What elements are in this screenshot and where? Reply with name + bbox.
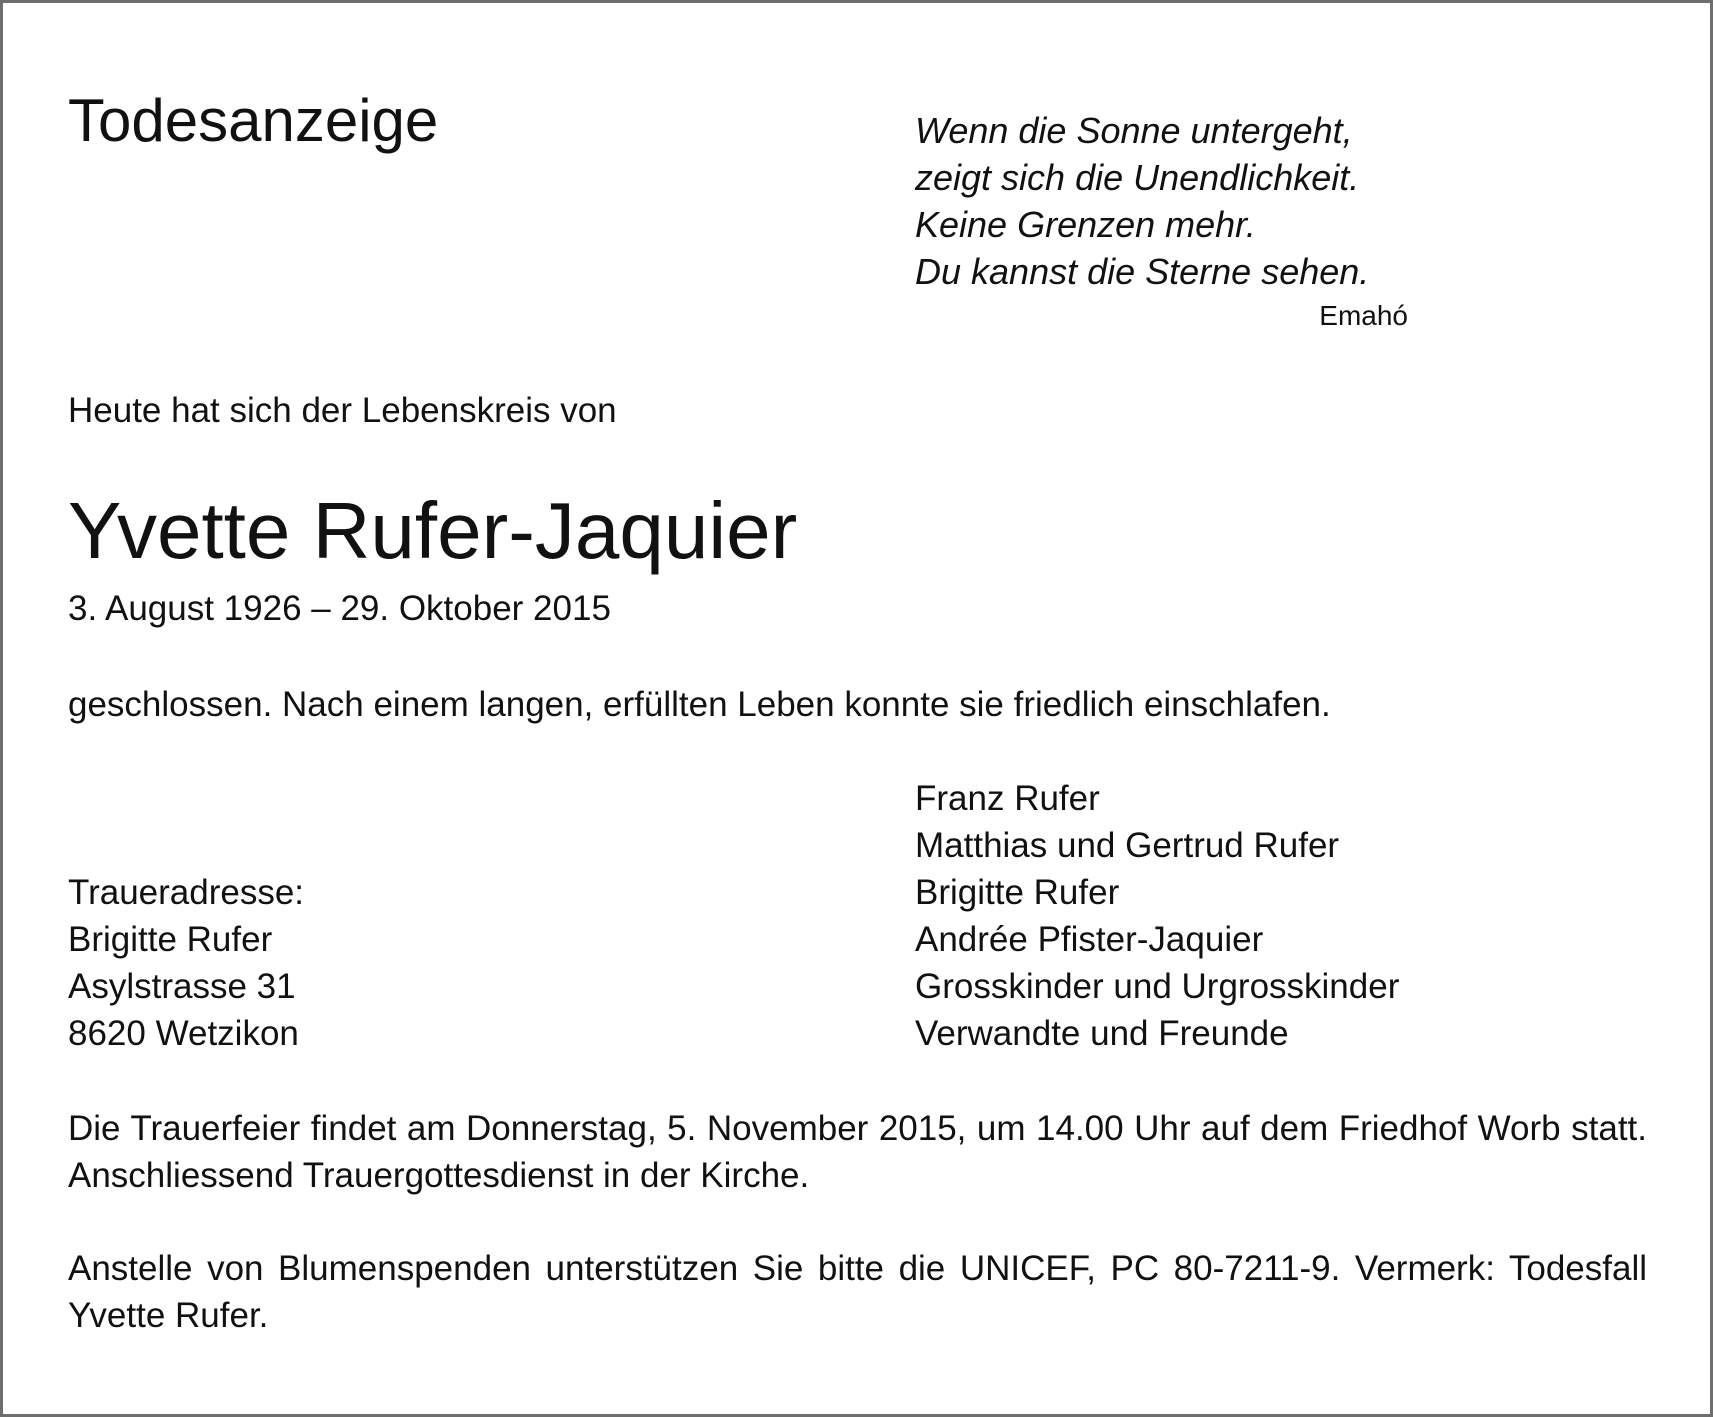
poem	[915, 107, 1369, 295]
closing-text: geschlossen. Nach einem langen, erfüllten Leben konnte sie friedlich einschlafen.	[68, 685, 1331, 724]
mourning-address	[68, 869, 304, 1057]
family-member: Grosskinder und Urgrosskinder	[915, 967, 1400, 1006]
ceremony-text: Die Trauerfeier findet am Donnerstag, 5. November 2015, um 14.00 Uhr auf dem Friedhof Worb statt. Anschliessend Trauergottesdienst in der Kirche.	[68, 1109, 1647, 1195]
address-city: 8620 Wetzikon	[68, 1014, 299, 1053]
family-member: Brigitte Rufer	[915, 873, 1120, 912]
address-name: Brigitte Rufer	[68, 920, 273, 959]
notice-title: Todesanzeige	[68, 87, 439, 154]
address-street: Asylstrasse 31	[68, 967, 296, 1006]
poem-line: zeigt sich die Unendlichkeit.	[915, 157, 1360, 198]
address-label: Traueradresse:	[68, 873, 305, 912]
family-member: Franz Rufer	[915, 779, 1100, 818]
poem-line: Wenn die Sonne untergeht,	[915, 110, 1353, 151]
life-dates: 3. August 1926 – 29. Oktober 2015	[68, 589, 611, 628]
poem-line: Keine Grenzen mehr.	[915, 204, 1256, 245]
family-member: Andrée Pfister-Jaquier	[915, 920, 1264, 959]
intro-text: Heute hat sich der Lebenskreis von	[68, 391, 617, 430]
family-list	[915, 775, 1399, 1057]
family-member: Matthias und Gertrud Rufer	[915, 826, 1340, 865]
donation-text: Anstelle von Blumenspenden unterstützen Sie bitte die UNICEF, PC 80-7211-9. Vermerk: Todesfall Yvette Rufer.	[68, 1249, 1647, 1335]
poem-line: Du kannst die Sterne sehen.	[915, 251, 1370, 292]
poem-author: Emahó	[1319, 300, 1408, 331]
deceased-name: Yvette Rufer-Jaquier	[68, 486, 798, 575]
family-member: Verwandte und Freunde	[915, 1014, 1289, 1053]
